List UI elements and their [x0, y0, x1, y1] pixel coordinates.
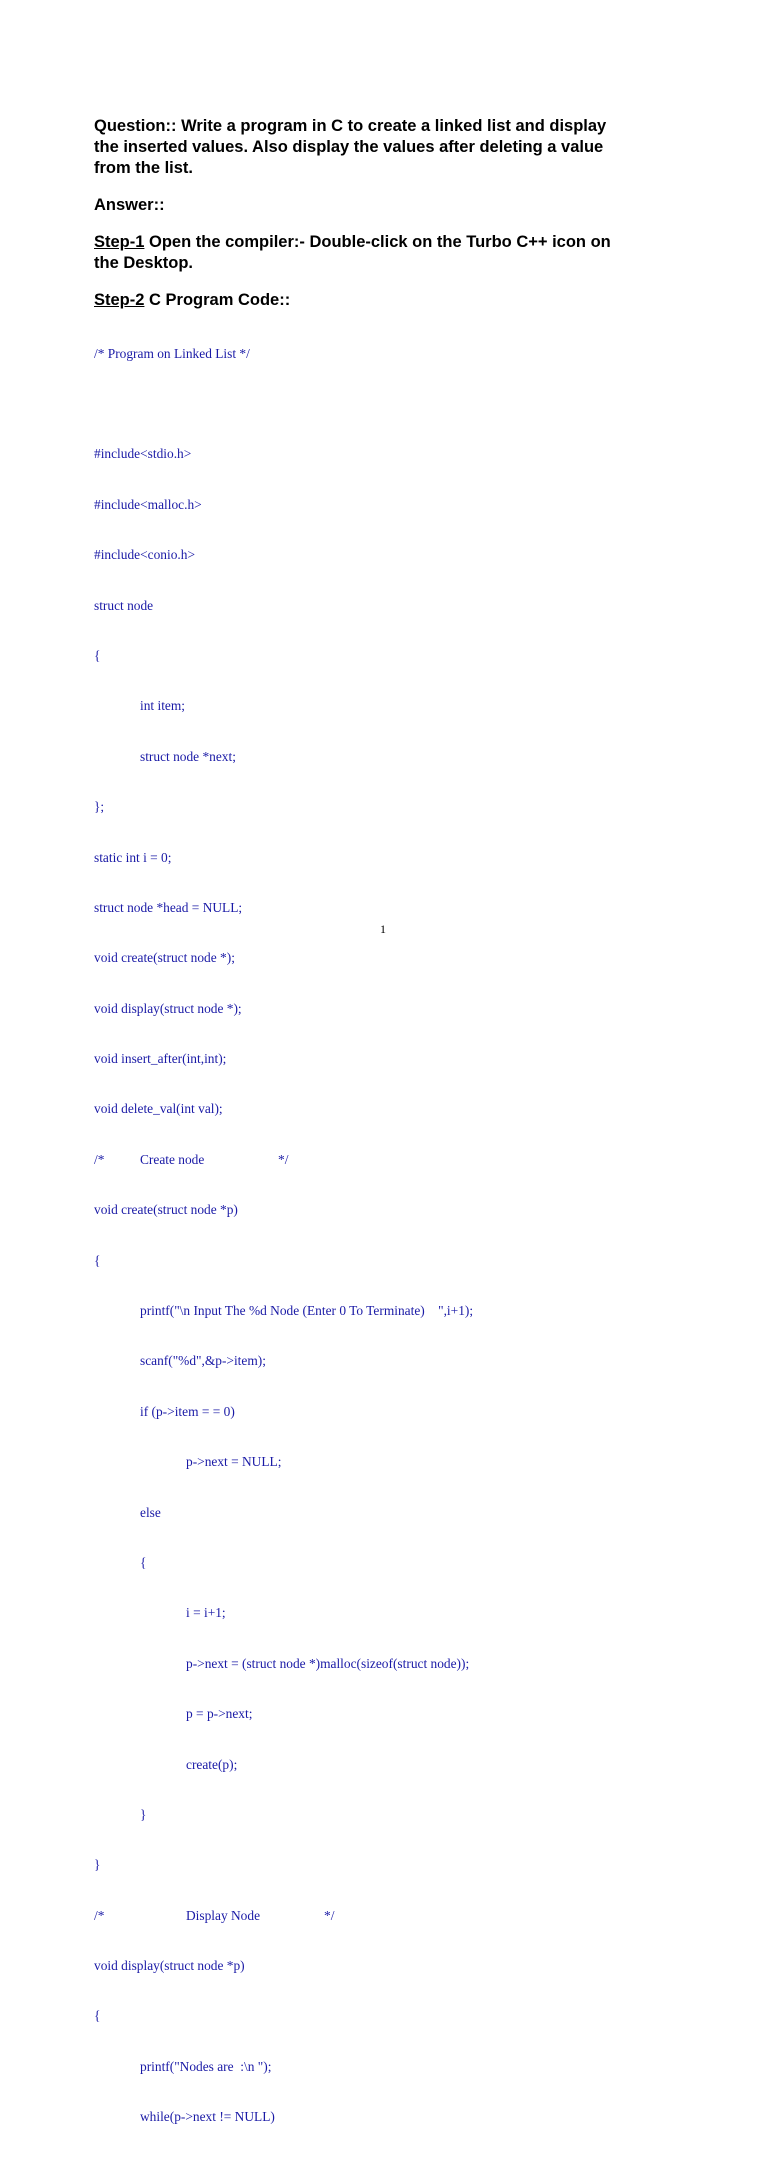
code-block: [94, 312, 473, 2160]
step-2-label: Step-2: [94, 291, 145, 309]
code-line: create(p);: [94, 1756, 238, 1772]
code-line: #include<stdio.h>: [94, 446, 192, 462]
code-line: }: [94, 1806, 147, 1822]
code-line: int item;: [94, 698, 186, 714]
code-line: struct node: [94, 597, 154, 613]
code-line: /* Create node */: [94, 1151, 289, 1167]
code-line: struct node *next;: [94, 748, 236, 764]
code-line: i = i+1;: [94, 1605, 226, 1621]
page-number: 1: [380, 922, 386, 936]
code-line: void delete_val(int val);: [94, 1101, 223, 1117]
code-line: /* Display Node */: [94, 1907, 335, 1923]
code-line: {: [94, 2008, 101, 2024]
code-line: #include<conio.h>: [94, 547, 196, 563]
question-line-1: Question:: Write a program in C to create a linked list and display: [94, 117, 607, 135]
code-line: };: [94, 799, 105, 815]
code-line: {: [94, 647, 101, 663]
code-line: {: [94, 1252, 101, 1268]
code-line: static int i = 0;: [94, 849, 172, 865]
code-line: p = p->next;: [94, 1706, 253, 1722]
code-line: void display(struct node *);: [94, 1000, 242, 1016]
code-line: struct node *head = NULL;: [94, 899, 243, 915]
code-line: void create(struct node *);: [94, 950, 235, 966]
code-line: }: [94, 1857, 101, 1873]
code-line: scanf("%d",&p->item);: [94, 1353, 266, 1369]
code-line: else: [94, 1504, 161, 1520]
step-1-line-2: the Desktop.: [94, 254, 194, 272]
code-line: [94, 396, 473, 413]
code-line: if (p->item = = 0): [94, 1403, 235, 1419]
code-line: void create(struct node *p): [94, 1202, 238, 1218]
code-line: {: [94, 1554, 147, 1570]
code-line: p->next = NULL;: [94, 1454, 282, 1470]
code-line: printf("\n Input The %d Node (Enter 0 To Terminate) ",i+1);: [94, 1303, 474, 1319]
code-line: printf("Nodes are :\n ");: [94, 2058, 272, 2074]
code-line: /* Program on Linked List */: [94, 345, 250, 361]
code-line: while(p->next != NULL): [94, 2109, 275, 2125]
code-line: #include<malloc.h>: [94, 496, 202, 512]
step-1-line-1: [94, 232, 611, 253]
question-line-3: from the list.: [94, 159, 194, 177]
code-line: void insert_after(int,int);: [94, 1051, 227, 1067]
code-line: void display(struct node *p): [94, 1958, 245, 1974]
step-1-label: Step-1: [94, 233, 145, 251]
answer-label: Answer::: [94, 196, 165, 214]
question-line-2: the inserted values. Also display the values after deleting a value: [94, 138, 604, 156]
step-2-text: C Program Code::: [144, 291, 291, 309]
step-1-text: Open the compiler:- Double-click on the Turbo C++ icon on: [144, 233, 611, 251]
step-2-heading: [94, 290, 290, 311]
code-line: p->next = (struct node *)malloc(sizeof(struct node));: [94, 1655, 470, 1671]
